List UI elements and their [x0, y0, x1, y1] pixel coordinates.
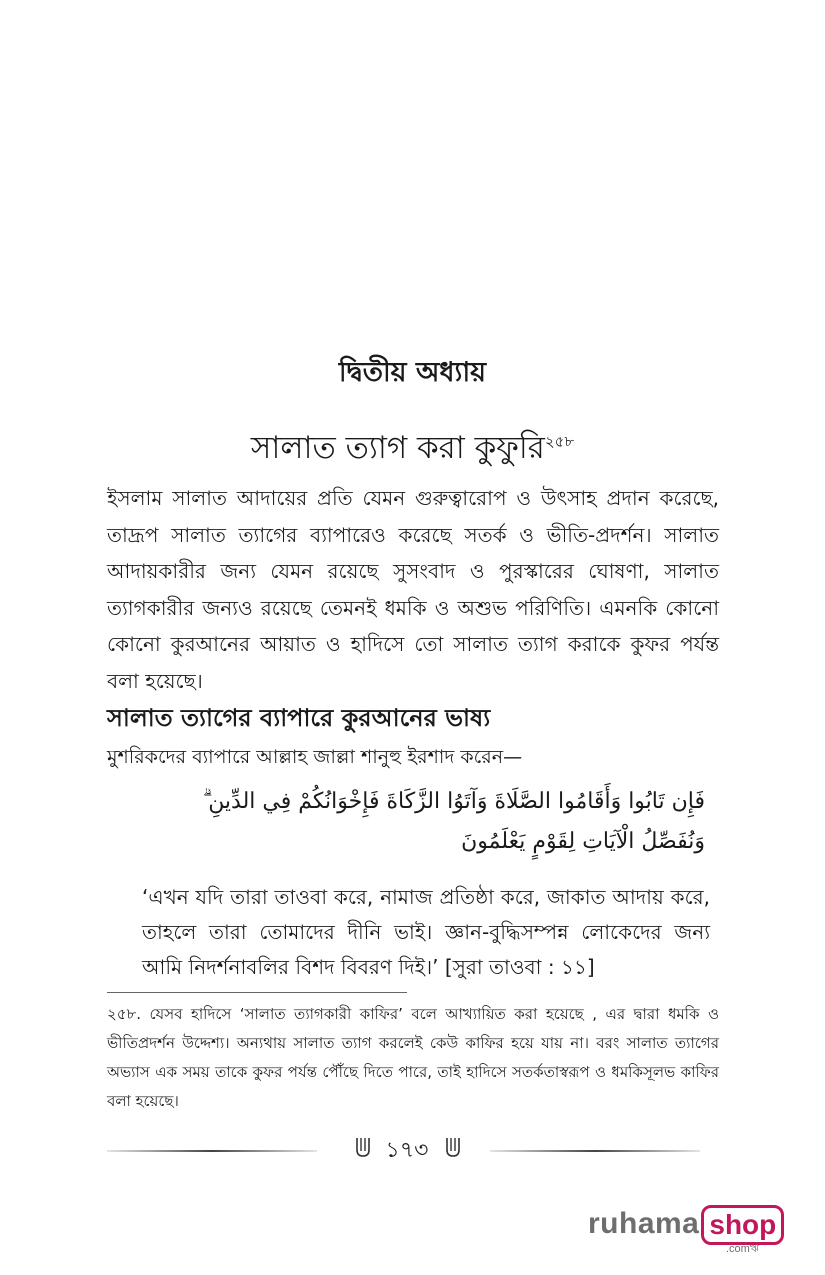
arabic-verse: فَإِن تَابُوا وَأَقَامُوا الصَّلَاةَ وَآتَوُا الزَّكَاةَ فَإِخْوَانُكُمْ فِي الدِّينِ ۗ وَنُفَصِّلُ الْآيَاتِ لِقَوْمٍ يَعْلَمُونَ	[202, 789, 705, 854]
footnote-marker: ২৫৮	[544, 432, 575, 451]
brand-domain: .comঋ	[726, 1243, 759, 1255]
verse-translation: ‘এখন যদি তারা তাওবা করে, নামাজ প্রতিষ্ঠা করে, জাকাত আদায় করে, তাহলে তারা তোমাদের দীনি ভাই। জ্ঞান-বুদ্ধিসম্পন্ন লোকেদের জন্য আমি নিদর্শনাবলির বিশদ বিবরণ দিই।’ [সুরা তাওবা : ১১]	[142, 885, 710, 979]
brand-shop-badge: shop	[701, 1205, 784, 1245]
quote-intro: মুশরিকদের ব্যাপারে আল্লাহ জাল্লা শানুহু ইরশাদ করেন—	[107, 746, 523, 768]
footer-rule-right	[490, 1150, 700, 1152]
intro-paragraph: ইসলাম সালাত আদায়ের প্রতি যেমন গুরুত্বারোপ ও উৎসাহ প্রদান করেছে, তাদ্রূপ সালাত ত্যাগের ব্যাপারেও করেছে সতর্ক ও ভীতি-প্রদর্শন। সালাত আদায়কারীর জন্য যেমন রয়েছে সুসংবাদ ও পুরস্কারের ঘোষণা, সালাত ত্যাগকারীর জন্যও রয়েছে তেমনই ধমকি ও অশুভ পরিণিতি। এমনকি কোনো কোনো কুরআনের আয়াত ও হাদিসে তো সালাত ত্যাগ করাকে কুফর পর্যন্ত বলা হয়েছে।	[107, 486, 719, 693]
footer-rule-left	[107, 1150, 317, 1152]
footnote-text: ২৫৮. যেসব হাদিসে ‘সালাত ত্যাগকারী কাফির’ বলে আখ্যায়িত করা হয়েছে , এর দ্বারা ধমকি ও ভীতিপ্রদর্শন উদ্দেশ্য। অন্যথায় সালাত ত্যাগ করলেই কেউ কাফির হয়ে যায় না। বরং সালাত ত্যাগের অভ্যাস এক সময় তাকে কুফর পর্যন্ত পৌঁছে দিতে পারে, তাই হাদিসে সতর্কতাস্বরূপ ও ধমকিসূলভ কাফির বলা হয়েছে।	[107, 1005, 719, 1110]
chapter-title-text: সালাত ত্যাগ করা কুফুরি	[250, 430, 545, 466]
chapter-title	[0, 424, 825, 476]
chapter-label: দ্বিতীয় অধ্যায়	[338, 357, 487, 388]
ornament-icon-left	[355, 1136, 371, 1158]
section-heading: সালাত ত্যাগের ব্যাপারে কুরআনের ভাষ্য	[107, 704, 491, 732]
ornament-icon-right	[445, 1136, 461, 1158]
brand-name: ruhama	[588, 1207, 700, 1240]
footnote-divider	[107, 992, 407, 993]
page-number: ১৭৩	[385, 1138, 429, 1163]
